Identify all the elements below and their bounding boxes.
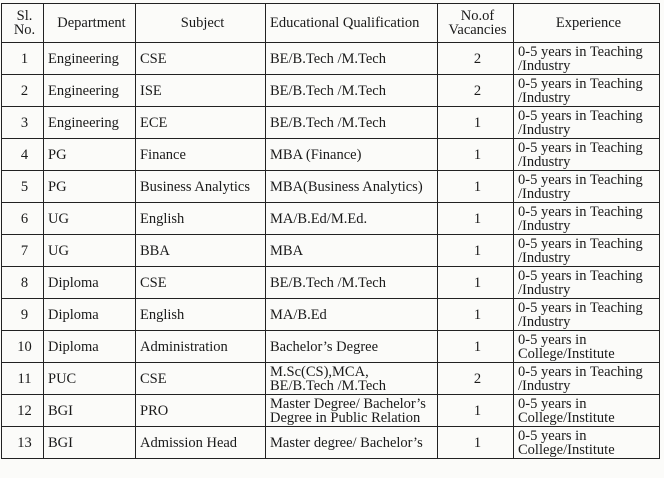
cell-experience-text: 0-5 years in Teaching /Industry — [518, 299, 643, 330]
header-experience: Experience — [514, 4, 660, 43]
cell-vacancies — [438, 267, 514, 299]
cell-qualification-text: BE/B.Tech /M.Tech — [270, 82, 386, 99]
cell-department-text: PG — [48, 146, 67, 163]
cell-subject — [136, 43, 266, 75]
cell-subject — [136, 171, 266, 203]
cell-experience-text: 0-5 years in Teaching /Industry — [518, 43, 643, 74]
cell-department — [44, 427, 136, 459]
cell-subject — [136, 363, 266, 395]
cell-vacancies-text: 1 — [473, 306, 482, 323]
cell-qualification — [266, 107, 438, 139]
cell-experience — [514, 267, 660, 299]
cell-sl-no-text: 10 — [17, 338, 32, 355]
header-vacancies: No.of Vacancies — [438, 4, 514, 43]
cell-experience-text: 0-5 years in Teaching /Industry — [518, 107, 643, 138]
table-row — [2, 107, 660, 139]
cell-vacancies-text: 2 — [473, 370, 482, 387]
cell-department-text: Engineering — [48, 50, 119, 67]
cell-vacancies-text: 1 — [473, 242, 482, 259]
cell-qualification-text: MBA (Finance) — [270, 146, 362, 163]
cell-department — [44, 203, 136, 235]
cell-subject-text: Admission Head — [140, 434, 238, 451]
cell-sl-no-text: 9 — [20, 306, 29, 323]
table-row — [2, 139, 660, 171]
cell-experience — [514, 75, 660, 107]
cell-subject — [136, 267, 266, 299]
cell-sl-no-text: 1 — [20, 50, 29, 67]
cell-sl-no-text: 2 — [20, 82, 29, 99]
cell-department — [44, 107, 136, 139]
cell-experience-text: 0-5 years in Teaching /Industry — [518, 203, 643, 234]
cell-subject-text: PRO — [140, 402, 169, 419]
cell-qualification — [266, 363, 438, 395]
cell-subject-text: ECE — [140, 114, 168, 131]
table-row — [2, 299, 660, 331]
cell-experience-text: 0-5 years in College/Institute — [518, 395, 615, 426]
cell-department — [44, 395, 136, 427]
cell-experience — [514, 427, 660, 459]
cell-sl-no — [2, 171, 44, 203]
cell-sl-no-text: 4 — [20, 146, 29, 163]
vacancy-table — [1, 3, 660, 459]
cell-vacancies-text: 1 — [473, 274, 482, 291]
cell-experience — [514, 331, 660, 363]
cell-qualification — [266, 139, 438, 171]
cell-qualification — [266, 299, 438, 331]
cell-experience-text: 0-5 years in Teaching /Industry — [518, 75, 643, 106]
cell-subject-text: English — [140, 306, 185, 323]
cell-qualification — [266, 235, 438, 267]
cell-department — [44, 171, 136, 203]
cell-vacancies — [438, 363, 514, 395]
cell-vacancies — [438, 139, 514, 171]
cell-qualification — [266, 43, 438, 75]
cell-experience-text: 0-5 years in Teaching /Industry — [518, 235, 643, 266]
cell-sl-no-text: 7 — [20, 242, 29, 259]
cell-sl-no-text: 13 — [17, 434, 32, 451]
cell-subject — [136, 395, 266, 427]
cell-sl-no — [2, 427, 44, 459]
cell-experience-text: 0-5 years in Teaching /Industry — [518, 171, 643, 202]
cell-subject — [136, 107, 266, 139]
cell-qualification-text: MA/B.Ed — [270, 306, 327, 323]
cell-vacancies-text: 1 — [473, 434, 482, 451]
cell-sl-no — [2, 331, 44, 363]
cell-vacancies — [438, 171, 514, 203]
cell-subject — [136, 139, 266, 171]
cell-vacancies — [438, 203, 514, 235]
cell-experience — [514, 363, 660, 395]
header-department: Department — [44, 4, 136, 43]
cell-qualification — [266, 171, 438, 203]
cell-vacancies — [438, 299, 514, 331]
cell-subject — [136, 203, 266, 235]
cell-qualification-text: MA/B.Ed/M.Ed. — [270, 210, 368, 227]
cell-vacancies-text: 1 — [473, 402, 482, 419]
cell-qualification — [266, 395, 438, 427]
cell-department-text: BGI — [48, 434, 73, 451]
cell-sl-no — [2, 75, 44, 107]
cell-subject-text: English — [140, 210, 185, 227]
cell-qualification-text: BE/B.Tech /M.Tech — [270, 114, 386, 131]
cell-sl-no-text: 5 — [20, 178, 29, 195]
cell-vacancies — [438, 43, 514, 75]
cell-subject-text: Finance — [140, 146, 186, 163]
cell-sl-no-text: 11 — [17, 370, 32, 387]
cell-sl-no-text: 3 — [20, 114, 29, 131]
cell-vacancies-text: 2 — [473, 50, 482, 67]
cell-qualification-text: BE/B.Tech /M.Tech — [270, 274, 386, 291]
cell-department-text: UG — [48, 210, 69, 227]
table-row — [2, 331, 660, 363]
cell-department — [44, 235, 136, 267]
table-row — [2, 235, 660, 267]
cell-experience — [514, 139, 660, 171]
cell-qualification — [266, 203, 438, 235]
cell-department-text: Engineering — [48, 114, 119, 131]
cell-sl-no-text: 12 — [17, 402, 32, 419]
table-header-row — [2, 4, 660, 43]
cell-vacancies — [438, 331, 514, 363]
cell-vacancies — [438, 107, 514, 139]
cell-experience — [514, 299, 660, 331]
table-row — [2, 43, 660, 75]
cell-department — [44, 75, 136, 107]
cell-experience — [514, 107, 660, 139]
cell-department — [44, 267, 136, 299]
cell-subject-text: ISE — [140, 82, 162, 99]
cell-vacancies — [438, 235, 514, 267]
cell-department-text: Engineering — [48, 82, 119, 99]
cell-department-text: BGI — [48, 402, 73, 419]
cell-experience-text: 0-5 years in Teaching /Industry — [518, 139, 643, 170]
cell-experience — [514, 43, 660, 75]
cell-vacancies-text: 2 — [473, 82, 482, 99]
cell-subject-text: CSE — [140, 274, 167, 291]
cell-experience-text: 0-5 years in Teaching /Industry — [518, 267, 643, 298]
cell-department-text: Diploma — [48, 306, 99, 323]
table-row — [2, 75, 660, 107]
cell-sl-no — [2, 203, 44, 235]
table-body — [2, 43, 660, 459]
cell-subject-text: CSE — [140, 370, 167, 387]
cell-sl-no — [2, 299, 44, 331]
cell-subject-text: Administration — [140, 338, 228, 355]
cell-vacancies-text: 1 — [473, 210, 482, 227]
cell-vacancies-text: 1 — [473, 114, 482, 131]
cell-subject — [136, 235, 266, 267]
cell-department — [44, 43, 136, 75]
cell-vacancies — [438, 75, 514, 107]
table-row — [2, 203, 660, 235]
cell-qualification-text: MBA(Business Analytics) — [270, 178, 423, 195]
cell-experience — [514, 203, 660, 235]
cell-department — [44, 331, 136, 363]
cell-qualification-text: M.Sc(CS),MCA, BE/B.Tech /M.Tech — [270, 363, 386, 394]
cell-experience — [514, 171, 660, 203]
cell-vacancies-text: 1 — [473, 338, 482, 355]
table-row — [2, 427, 660, 459]
cell-department-text: PG — [48, 178, 67, 195]
cell-qualification — [266, 75, 438, 107]
cell-qualification-text: MBA — [270, 242, 304, 259]
cell-department — [44, 299, 136, 331]
cell-vacancies — [438, 427, 514, 459]
cell-subject — [136, 331, 266, 363]
cell-subject — [136, 427, 266, 459]
cell-qualification-text: Master degree/ Bachelor’s — [270, 434, 423, 451]
table-row — [2, 171, 660, 203]
cell-sl-no — [2, 43, 44, 75]
cell-sl-no — [2, 235, 44, 267]
cell-experience — [514, 235, 660, 267]
cell-department-text: PUC — [48, 370, 77, 387]
cell-qualification — [266, 427, 438, 459]
cell-qualification — [266, 331, 438, 363]
header-subject: Subject — [136, 4, 266, 43]
cell-subject — [136, 75, 266, 107]
cell-subject — [136, 299, 266, 331]
header-qualification: Educational Qualification — [266, 4, 438, 43]
cell-sl-no — [2, 395, 44, 427]
cell-experience-text: 0-5 years in College/Institute — [518, 331, 615, 362]
cell-department — [44, 363, 136, 395]
cell-vacancies — [438, 395, 514, 427]
cell-sl-no-text: 6 — [20, 210, 29, 227]
cell-qualification-text: Bachelor’s Degree — [270, 338, 379, 355]
cell-sl-no — [2, 267, 44, 299]
cell-vacancies-text: 1 — [473, 146, 482, 163]
cell-sl-no — [2, 363, 44, 395]
header-sl-no: Sl. No. — [2, 4, 44, 43]
table-row — [2, 363, 660, 395]
cell-experience-text: 0-5 years in Teaching /Industry — [518, 363, 643, 394]
cell-subject-text: CSE — [140, 50, 167, 67]
cell-qualification — [266, 267, 438, 299]
table-row — [2, 267, 660, 299]
table-row — [2, 395, 660, 427]
cell-sl-no — [2, 139, 44, 171]
cell-department-text: Diploma — [48, 338, 99, 355]
cell-experience-text: 0-5 years in College/Institute — [518, 427, 615, 458]
cell-qualification-text: BE/B.Tech /M.Tech — [270, 50, 386, 67]
cell-vacancies-text: 1 — [473, 178, 482, 195]
cell-subject-text: Business Analytics — [140, 178, 250, 195]
cell-subject-text: BBA — [140, 242, 170, 259]
cell-department — [44, 139, 136, 171]
cell-sl-no-text: 8 — [20, 274, 29, 291]
cell-qualification-text: Master Degree/ Bachelor’s Degree in Public Relation — [270, 395, 426, 426]
cell-sl-no — [2, 107, 44, 139]
cell-department-text: Diploma — [48, 274, 99, 291]
cell-department-text: UG — [48, 242, 69, 259]
cell-experience — [514, 395, 660, 427]
